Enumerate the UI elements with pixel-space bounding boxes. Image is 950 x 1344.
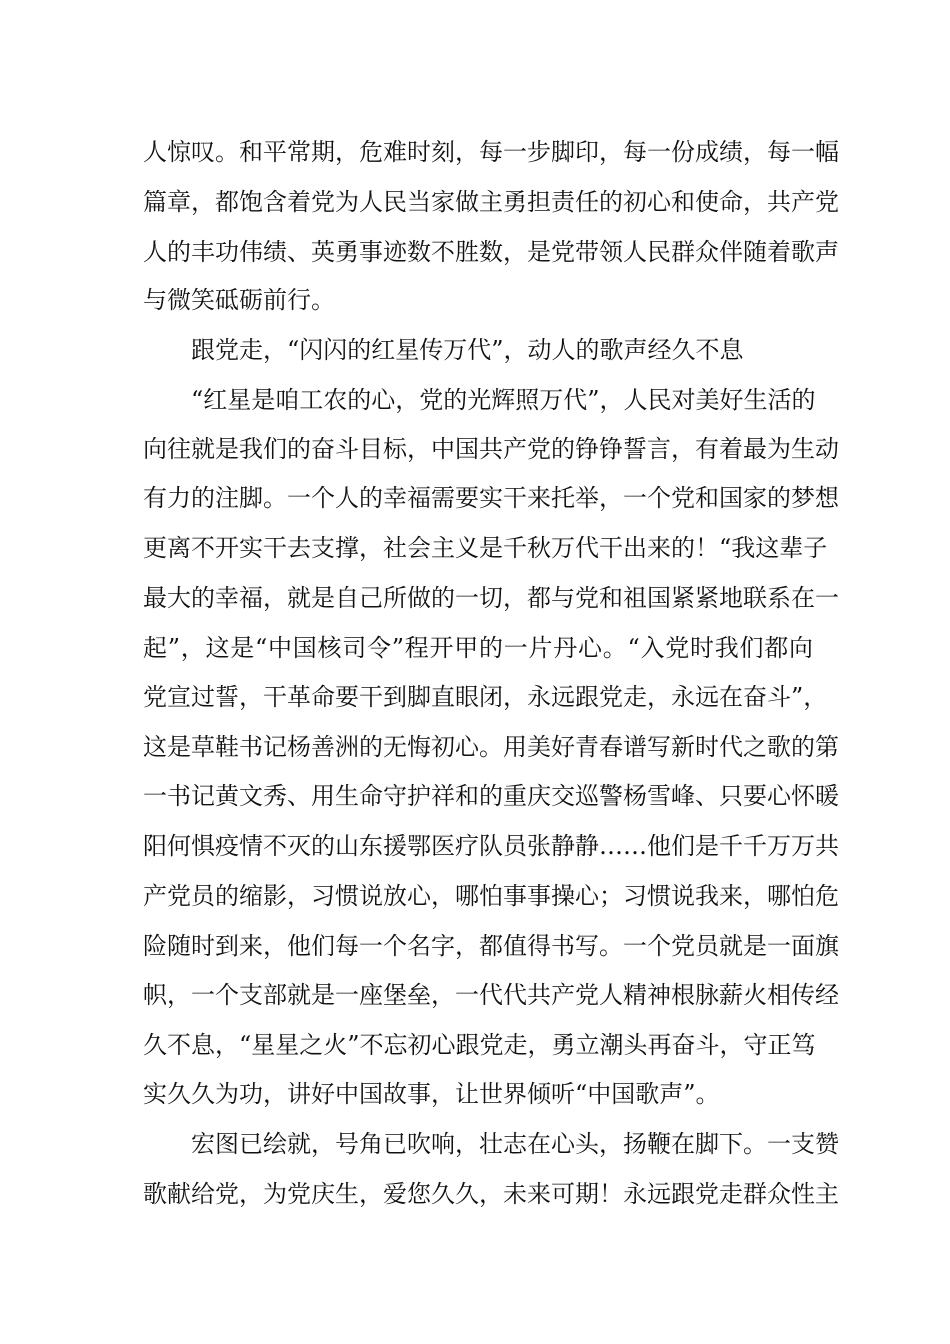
text-line: 产党员的缩影，习惯说放心，哪怕事事操心；习惯说我来，哪怕危 [143,882,839,910]
text-line: 帜，一个支部就是一座堡垒，一代代共产党人精神根脉薪火相传经 [143,981,839,1009]
text-line: 这是草鞋书记杨善洲的无悔初心。用美好青春谱写新时代之歌的第 [143,733,839,761]
text-line: 党宣过誓，干革命要干到脚直眼闭，永远跟党走，永远在奋斗”， [143,683,828,711]
text-line: 阳何惧疫情不灭的山东援鄂医疗队员张静静……他们是千千万万共 [143,832,839,860]
text-line: 与微笑砥砺前行。 [143,286,335,314]
text-line: 起”，这是“中国核司令”程开甲的一片丹心。“入党时我们都向 [143,634,813,662]
text-line: 久不息，“星星之火”不忘初心跟党走，勇立潮头再奋斗，守正笃 [143,1031,816,1059]
text-line: 更离不开实干去支撑，社会主义是千秋万代干出来的！“我这辈子 [143,534,828,562]
text-line: 歌献给党，为党庆生，爱您久久，未来可期！永远跟党走群众性主 [143,1180,839,1208]
text-line: 向往就是我们的奋斗目标，中国共产党的铮铮誓言，有着最为生动 [143,435,839,463]
text-line: 实久久为功，讲好中国故事，让世界倾听“中国歌声”。 [143,1080,720,1108]
text-line: 有力的注脚。一个人的幸福需要实干来托举，一个党和国家的梦想 [143,484,839,512]
text-line: 人的丰功伟绩、英勇事迹数不胜数，是党带领人民群众伴随着歌声 [143,238,839,266]
text-line: 最大的幸福，就是自己所做的一切，都与党和祖国紧紧地联系在一 [143,584,839,612]
text-line: 人惊叹。和平常期，危难时刻，每一步脚印，每一份成绩，每一幅 [143,138,839,166]
text-line: 一书记黄文秀、用生命守护祥和的重庆交巡警杨雪峰、只要心怀暖 [143,782,839,810]
text-line: 篇章，都饱含着党为人民当家做主勇担责任的初心和使命，共产党 [143,188,839,216]
section-heading: 跟党走，“闪闪的红星传万代”，动人的歌声经久不息 [191,336,744,364]
text-line: 宏图已绘就，号角已吹响，壮志在心头，扬鞭在脚下。一支赞 [191,1130,839,1158]
text-line: 险随时到来，他们每一个名字，都值得书写。一个党员就是一面旗 [143,932,839,960]
text-line: “红星是咱工农的心，党的光辉照万代”，人民对美好生活的 [191,386,816,414]
